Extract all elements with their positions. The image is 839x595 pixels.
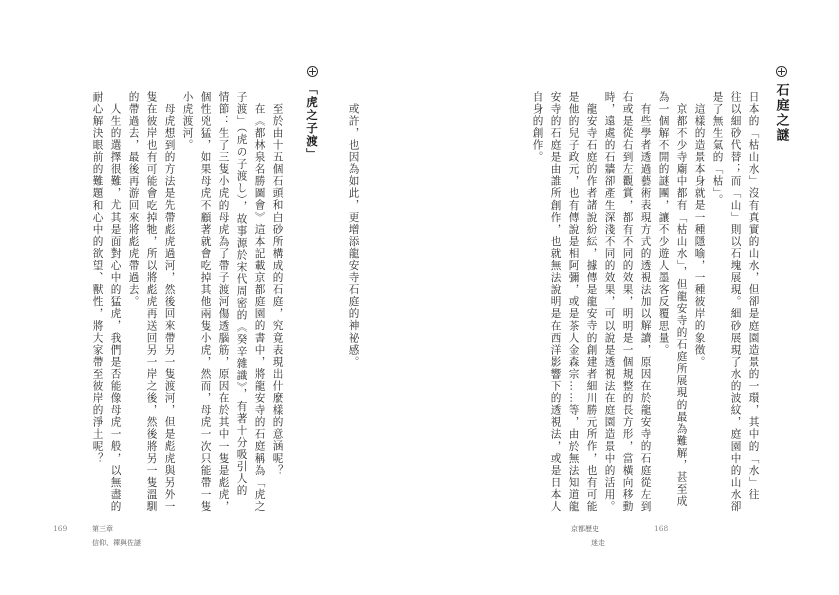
- page-number-right: 168: [654, 524, 669, 533]
- paragraph-column: 小虎渡河。: [181, 91, 194, 152]
- paragraph-column: 往以細砂代替；而「山」則以石塊展現。細砂展現了水的波紋，庭園中的山水卻: [729, 91, 742, 513]
- paragraph-column: 是他的兒子政元，也有傳說是相阿彌，或是茶人金森宗……等，由於無法知道龍: [567, 91, 580, 513]
- page-number-left: 169: [53, 524, 68, 533]
- footer-book-title: 京都歷史: [571, 525, 599, 533]
- paragraph-column: 右或是從右到左觀賞，都有不同的效果，明明是一個規整的長方形，當橫向移動: [621, 91, 634, 513]
- paragraph-column: 至於由十五個石頭和白砂所構成的石庭，究竟表現出什麼樣的意涵呢？: [271, 103, 284, 477]
- paragraph-column: 母虎想到的方法是先帶彪虎過河，然後回來帶另一隻渡河，但是彪虎與另外一: [163, 103, 176, 513]
- subheading-text: 「虎之子渡」: [305, 83, 319, 161]
- paragraph-column: 情節：生了三隻小虎的母虎為了帶子渡河傷透腦筋，原因在於其中一隻是彪虎，: [217, 91, 230, 513]
- paragraph-column: 這樣的造景本身就是一種隱喻，一種彼岸的象徵。: [693, 103, 706, 369]
- paragraph-column: 京都不少寺廟中都有「枯山水」，但龍安寺的石庭所展現的最為難解，甚至成: [675, 103, 688, 508]
- footer-chapter: 第三章: [92, 525, 113, 533]
- paragraph-column: 為一個解不開的謎團，讓不少遊人墨客反覆思量。: [657, 91, 670, 357]
- paragraph-column: 隻在彼岸也有可能會吃掉牠，所以將彪虎再送回另一岸之後，然後將另一隻溫馴: [145, 91, 158, 513]
- paragraph-column: 龍安寺石庭的作者諸說紛紜，據傳是龍安寺的創建者細川勝元所作，也有可能: [585, 103, 598, 513]
- paragraph-column: 耐心解決眼前的難題和心中的欲望、獸性，將大家帶至彼岸的淨土呢？: [91, 91, 104, 465]
- paragraph-column: 安寺的石庭是由誰所創作，也就無法說明是在西洋影響下的透視法，或是日本人: [549, 91, 562, 513]
- paragraph-column: 日本的「枯山水」沒有真實的山水，但卻是庭園造景的一環，其中的「水」往: [747, 91, 760, 501]
- paragraph-column: 的帶過去，最後再游回來將彪虎帶過去。: [127, 91, 140, 308]
- paragraph-column: 個性兇猛，如果母虎不顧著就會吃掉其他兩隻小虎，然而，母虎一次只能帶一隻: [199, 91, 212, 513]
- paragraph-column: 自身的創作。: [531, 91, 544, 164]
- footer-subtitle-right: 迷走: [591, 539, 605, 547]
- subheading-block: [302, 66, 322, 161]
- dharma-wheel-icon: [307, 66, 318, 77]
- paragraph-column: 時，遠處的石牆卻產生深淺不同的效果，可以說是透視法在庭園造景中的活用。: [603, 91, 616, 513]
- dharma-wheel-icon: [776, 66, 787, 77]
- section-heading: [770, 66, 792, 143]
- paragraph-column: 人生的選擇很難，尤其是面對心中的猛虎，我們是否能像母虎一般，以無盡的: [109, 103, 122, 513]
- paragraph-column: 是了無生氣的「枯」。: [711, 91, 724, 207]
- paragraph-column: 或許，也因為如此，更增添龍安寺石庭的神祕感。: [347, 103, 360, 369]
- footer-subtitle-left: 信仰、禪與佐謎: [92, 539, 141, 547]
- paragraph-column: 有些學者透過藝術表現方式的透視法加以解讀，原因在於龍安寺的石庭從左到: [639, 103, 652, 513]
- heading-text: 石庭之謎: [773, 83, 789, 143]
- paragraph-column: 在《都林泉名勝圖會》這本記載京都庭園的書中，將龍安寺的石庭稱為「虎之: [253, 103, 266, 513]
- paragraph-column: 子渡」（虎の子渡し），故事源於宋代周密的《癸辛雜識》，有著十分吸引人的: [235, 91, 248, 497]
